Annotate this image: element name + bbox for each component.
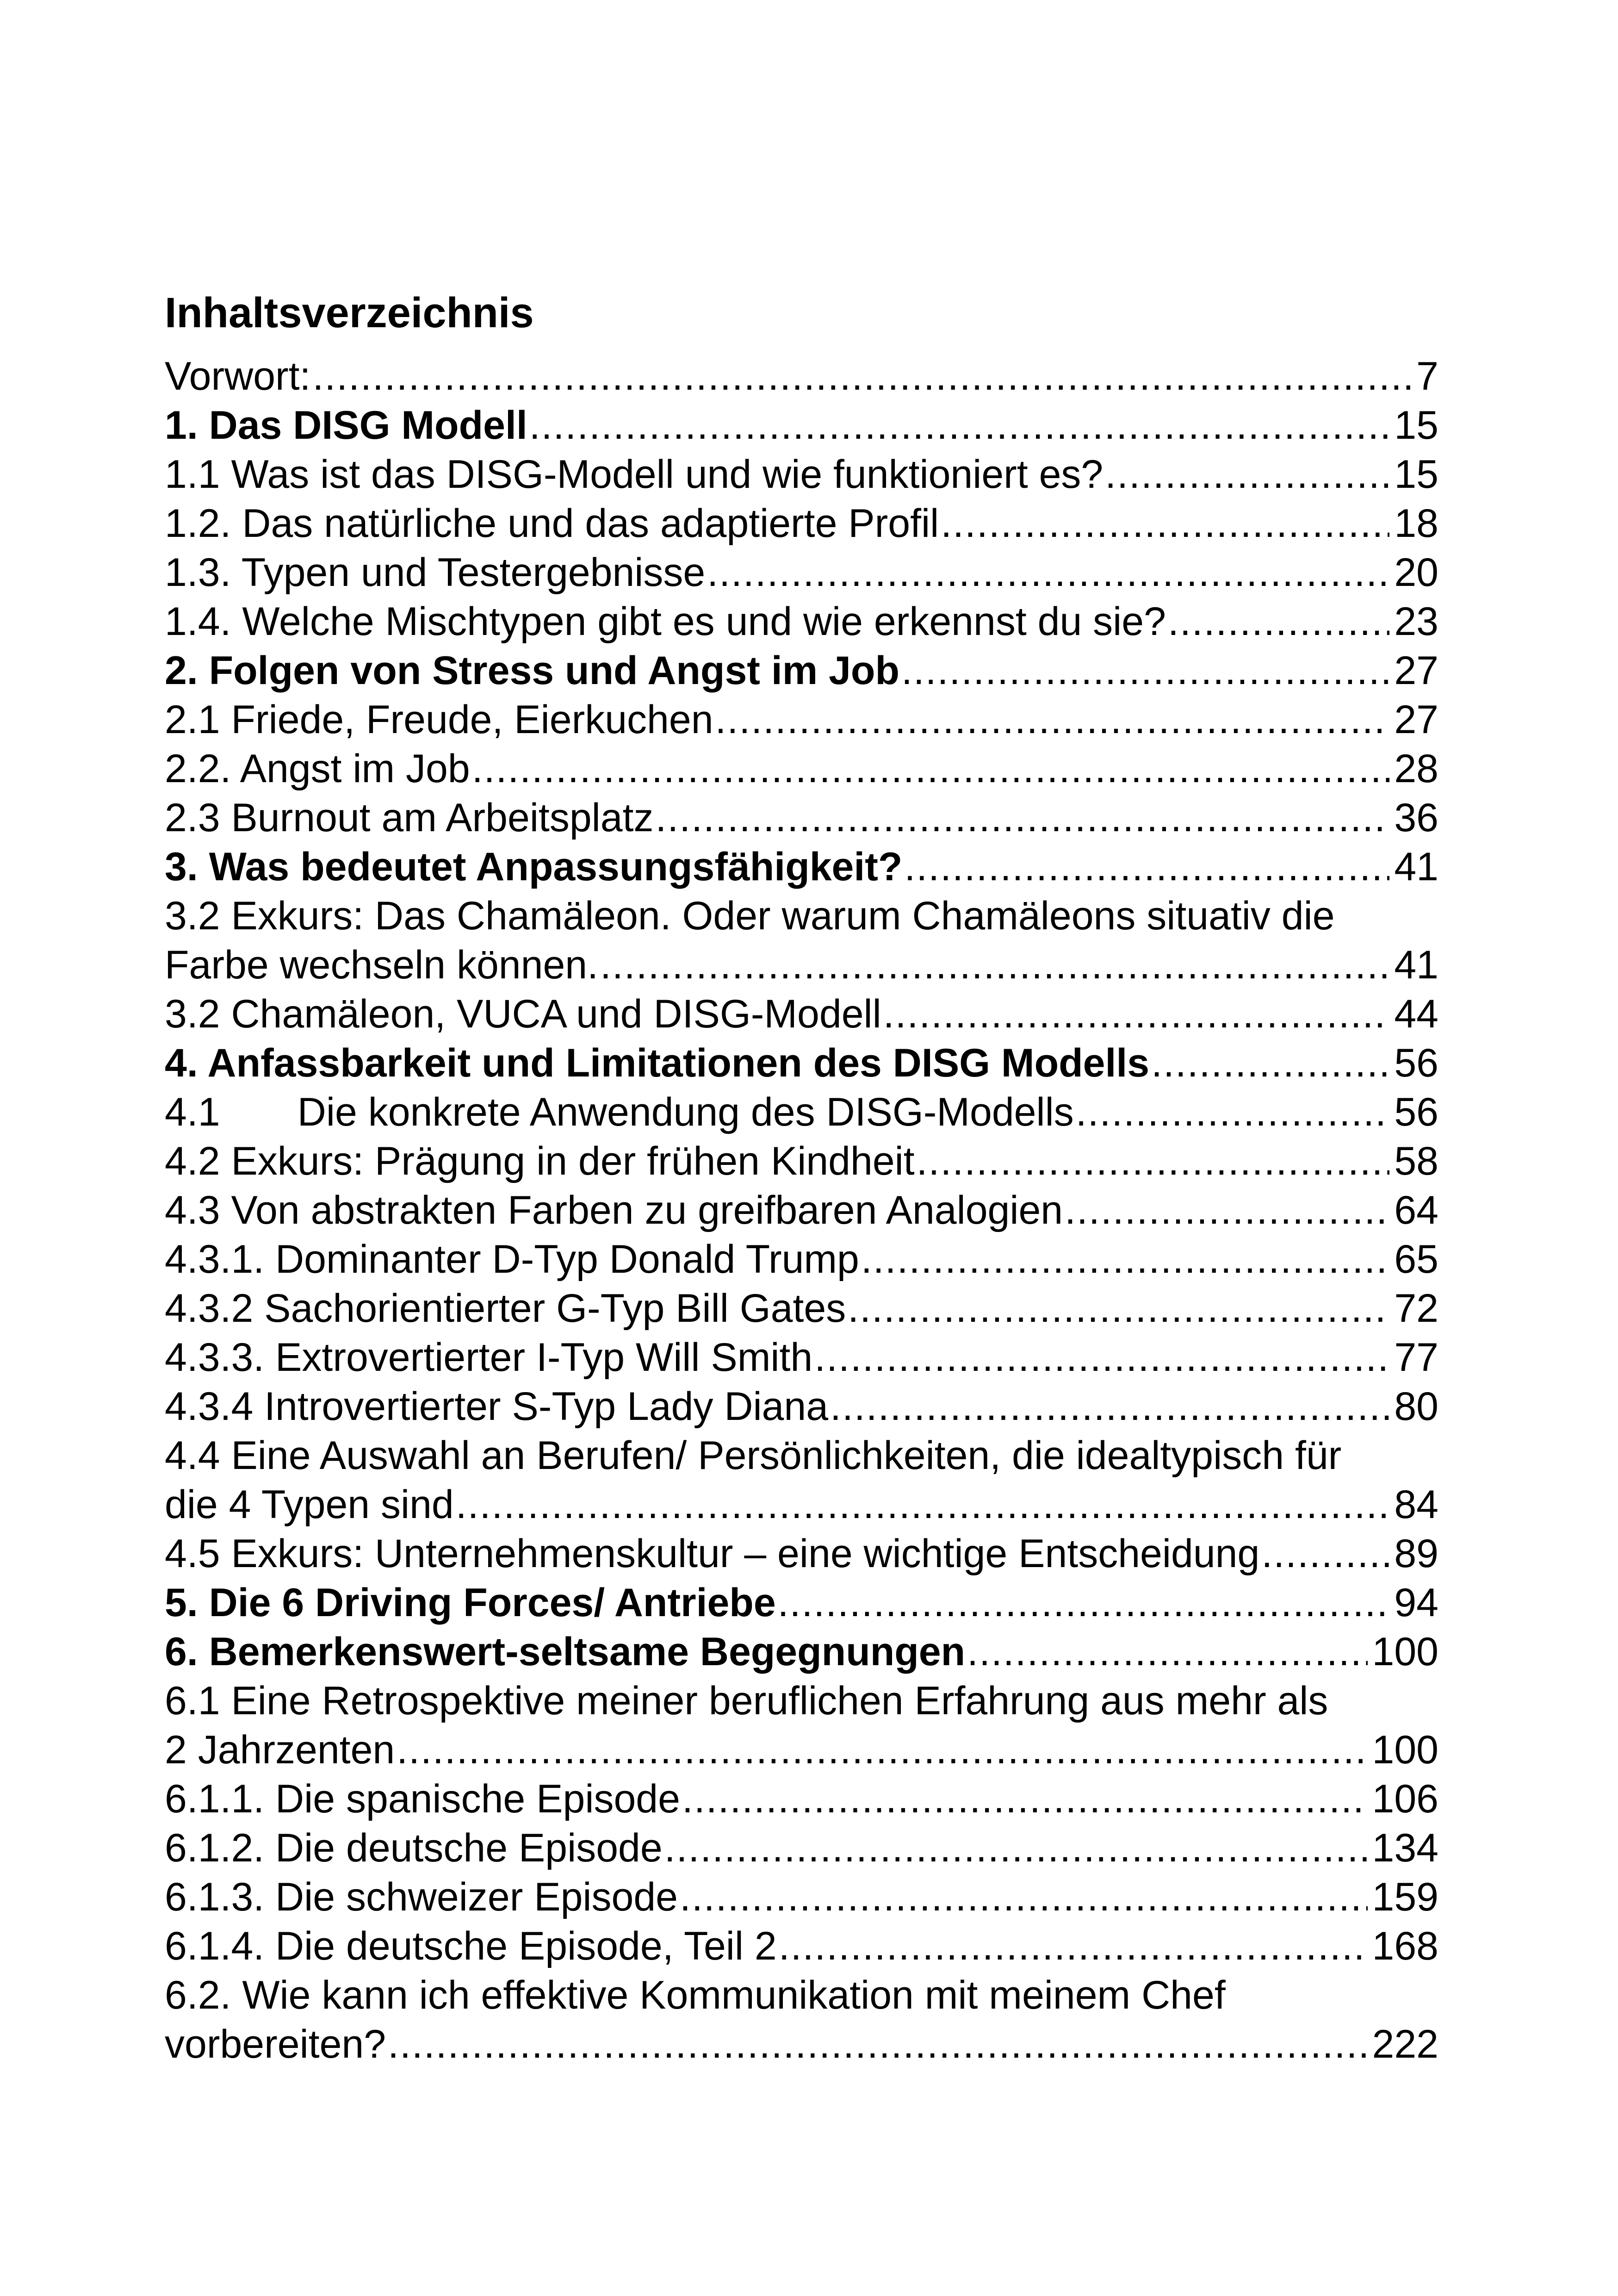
- toc-entry-line: [165, 352, 1438, 401]
- toc-entry-line: [165, 1578, 1438, 1627]
- toc-entry-line: [165, 548, 1438, 597]
- toc-dot-leader: [312, 352, 1412, 401]
- toc-entry-title: 1.1 Was ist das DISG-Modell und wie funktioniert es?: [165, 452, 1103, 497]
- toc-entry-title: 1.4. Welche Mischtypen gibt es und wie erkennst du sie?: [165, 599, 1166, 644]
- toc-page-number: 168: [1372, 1924, 1438, 1968]
- toc-dot-leader: [779, 1922, 1368, 1971]
- toc-entry-line: [165, 597, 1438, 646]
- toc-entry-line: [165, 1039, 1438, 1088]
- toc-entry-title-line1: 6.2. Wie kann ich effektive Kommunikation mit meinem Chef: [165, 1973, 1226, 2017]
- toc-dot-leader: [904, 842, 1389, 891]
- toc-entry: [165, 1382, 1438, 1431]
- toc-entry-title: 4. Anfassbarkeit und Limitationen des DISG Modells: [165, 1041, 1150, 1085]
- toc-page-number: 18: [1394, 501, 1438, 546]
- toc-entry-line: [165, 1333, 1438, 1382]
- toc-entry-line: [165, 1922, 1438, 1971]
- toc-entry-title: 6.1.3. Die schweizer Episode: [165, 1875, 678, 1919]
- toc-entry: [165, 793, 1438, 842]
- toc-dot-leader: [848, 1284, 1389, 1333]
- toc-page-number: 27: [1394, 697, 1438, 742]
- toc-dot-leader: [472, 744, 1390, 793]
- toc-dot-leader: [715, 695, 1390, 744]
- toc-entry-line: [165, 793, 1438, 842]
- toc-page-number: 100: [1372, 1630, 1438, 1674]
- toc-entry-title: 2.3 Burnout am Arbeitsplatz: [165, 796, 654, 840]
- toc-entry-line: [165, 1088, 1438, 1137]
- toc-entry: [165, 499, 1438, 548]
- toc-entry-title: 2 Jahrzenten: [165, 1728, 395, 1772]
- toc-entry-line: [165, 1382, 1438, 1431]
- toc-entry-title: 3.2 Chamäleon, VUCA und DISG-Modell: [165, 992, 881, 1036]
- toc-entry: [165, 1971, 1438, 2069]
- toc-dot-leader: [388, 2020, 1367, 2069]
- toc-entry: [165, 1578, 1438, 1627]
- toc-page-number: 77: [1394, 1335, 1438, 1380]
- toc-entry-title: vorbereiten?: [165, 2022, 386, 2066]
- toc-page-number: 58: [1394, 1139, 1438, 1183]
- toc-entry-title: 6.1.2. Die deutsche Episode: [165, 1826, 663, 1870]
- toc-dot-leader: [967, 1627, 1367, 1676]
- document-page: [165, 287, 1438, 2069]
- toc-page-number: 20: [1394, 550, 1438, 595]
- toc-dot-leader: [1105, 450, 1389, 499]
- toc-entry-title: 1. Das DISG Modell: [165, 403, 527, 448]
- toc-page-number: 65: [1394, 1237, 1438, 1282]
- toc-entry-title-line1: 4.4 Eine Auswahl an Berufen/ Persönlichkeiten, die idealtypisch für: [165, 1433, 1342, 1478]
- toc-entry: [165, 401, 1438, 450]
- toc-page-number: 100: [1372, 1728, 1438, 1772]
- toc-entry-title: 1.3. Typen und Testergebnisse: [165, 550, 706, 595]
- toc-entry-line: [165, 2020, 1438, 2069]
- toc-entry: [165, 1873, 1438, 1922]
- toc-page-number: 72: [1394, 1286, 1438, 1331]
- toc-page-number: 84: [1394, 1482, 1438, 1527]
- toc-entry-title-line1: 6.1 Eine Retrospektive meiner beruflichen Erfahrung aus mehr als: [165, 1679, 1328, 1723]
- toc-dot-leader: [941, 499, 1389, 548]
- toc-page-number: 36: [1394, 796, 1438, 840]
- toc-dot-leader: [600, 940, 1389, 989]
- toc-page-number: 15: [1394, 452, 1438, 497]
- toc-dot-leader: [883, 989, 1390, 1039]
- toc-page-number: 28: [1394, 747, 1438, 791]
- toc-entry-title: 2.2. Angst im Job: [165, 747, 470, 791]
- toc-entry-title: 4.3.3. Extrovertierter I-Typ Will Smith: [165, 1335, 813, 1380]
- toc-entry: [165, 1235, 1438, 1284]
- toc-entry-title: 5. Die 6 Driving Forces/ Antriebe: [165, 1580, 776, 1625]
- toc-dot-leader: [917, 1137, 1390, 1186]
- toc-entry-title: 6.1.1. Die spanische Episode: [165, 1777, 680, 1821]
- toc-entry: [165, 1676, 1438, 1774]
- toc-entry-line: [165, 989, 1438, 1039]
- toc-dot-leader: [655, 793, 1389, 842]
- toc-dot-leader: [397, 1725, 1367, 1774]
- toc-entry: [165, 1823, 1438, 1873]
- toc-entry-line: [165, 1774, 1438, 1823]
- toc-entry-title: 4.1 Die konkrete Anwendung des DISG-Modells: [165, 1090, 1074, 1134]
- page-title: Inhaltsverzeichnis: [165, 289, 534, 336]
- toc-entry: [165, 1137, 1438, 1186]
- toc-page-number: 56: [1394, 1090, 1438, 1134]
- toc-page-number: 222: [1372, 2022, 1438, 2066]
- toc-entry-line: [165, 401, 1438, 450]
- toc-page-number: 64: [1394, 1188, 1438, 1232]
- toc-page-number: 7: [1416, 354, 1438, 398]
- toc-entry-line: [165, 842, 1438, 891]
- toc-entry: [165, 450, 1438, 499]
- toc-entry: [165, 548, 1438, 597]
- toc-entry: [165, 842, 1438, 891]
- toc-page-number: 159: [1372, 1875, 1438, 1919]
- toc-entry-title-line1: 3.2 Exkurs: Das Chamäleon. Oder warum Chamäleons situativ die: [165, 894, 1335, 938]
- toc-entry-title: 4.3 Von abstrakten Farben zu greifbaren Analogien: [165, 1188, 1063, 1232]
- toc-entry-line: [165, 1725, 1438, 1774]
- toc-page-number: 41: [1394, 943, 1438, 987]
- toc-dot-leader: [814, 1333, 1389, 1382]
- toc-entry-line: [165, 1480, 1438, 1529]
- toc-entry: [165, 1039, 1438, 1088]
- toc-entry-line: [165, 1627, 1438, 1676]
- toc-entry-title: 2.1 Friede, Freude, Eierkuchen: [165, 697, 713, 742]
- toc-entry-title: 4.3.4 Introvertierter S-Typ Lady Diana: [165, 1384, 829, 1429]
- toc-entry-title: 6.1.4. Die deutsche Episode, Teil 2: [165, 1924, 777, 1968]
- toc-entry: [165, 352, 1438, 401]
- toc-dot-leader: [1261, 1529, 1389, 1578]
- toc-entry: [165, 1333, 1438, 1382]
- toc-page-number: 134: [1372, 1826, 1438, 1870]
- toc-page-number: 44: [1394, 992, 1438, 1036]
- toc-entry-title: 4.2 Exkurs: Prägung in der frühen Kindheit: [165, 1139, 915, 1183]
- toc-page-number: 56: [1394, 1041, 1438, 1085]
- toc-entry-title: 4.3.1. Dominanter D-Typ Donald Trump: [165, 1237, 859, 1282]
- toc-entry: [165, 1627, 1438, 1676]
- toc-dot-leader: [456, 1480, 1390, 1529]
- toc-entry-line: [165, 1284, 1438, 1333]
- toc-entry-title: 4.5 Exkurs: Unternehmenskultur – eine wichtige Entscheidung: [165, 1531, 1260, 1576]
- toc-page-number: 15: [1394, 403, 1438, 448]
- toc-entry: [165, 989, 1438, 1039]
- toc-dot-leader: [778, 1578, 1390, 1627]
- toc-entry-title: Farbe wechseln können.: [165, 943, 599, 987]
- toc-page-number: 106: [1372, 1777, 1438, 1821]
- toc-entry-line: [165, 499, 1438, 548]
- toc-entry: [165, 1774, 1438, 1823]
- toc-entry-line: [165, 1137, 1438, 1186]
- toc-dot-leader: [1151, 1039, 1389, 1088]
- toc-entry-title: 1.2. Das natürliche und das adaptierte Profil: [165, 501, 939, 546]
- toc-entry-title: 6. Bemerkenswert-seltsame Begegnungen: [165, 1630, 966, 1674]
- toc-dot-leader: [1065, 1186, 1389, 1235]
- toc-page-number: 41: [1394, 845, 1438, 889]
- toc-list: [165, 352, 1438, 2069]
- toc-entry: [165, 695, 1438, 744]
- toc-entry: [165, 1186, 1438, 1235]
- toc-dot-leader: [707, 548, 1389, 597]
- toc-entry-line: [165, 1823, 1438, 1873]
- toc-entry-line: [165, 744, 1438, 793]
- toc-entry-title: 3. Was bedeutet Anpassungsfähigkeit?: [165, 845, 903, 889]
- toc-entry: [165, 1088, 1438, 1137]
- toc-entry-line: [165, 1529, 1438, 1578]
- toc-entry: [165, 1529, 1438, 1578]
- toc-dot-leader: [861, 1235, 1389, 1284]
- toc-dot-leader: [1168, 597, 1389, 646]
- toc-entry: [165, 646, 1438, 695]
- toc-entry-line: [165, 646, 1438, 695]
- toc-entry-line: [165, 695, 1438, 744]
- toc-page-number: 23: [1394, 599, 1438, 644]
- toc-dot-leader: [680, 1873, 1367, 1922]
- toc-entry-line: [165, 1235, 1438, 1284]
- toc-entry-line: [165, 1873, 1438, 1922]
- toc-page-number: 94: [1394, 1580, 1438, 1625]
- toc-dot-leader: [682, 1774, 1368, 1823]
- toc-entry: [165, 597, 1438, 646]
- toc-entry: [165, 1922, 1438, 1971]
- toc-entry-title: 4.3.2 Sachorientierter G-Typ Bill Gates: [165, 1286, 846, 1331]
- toc-entry-title: die 4 Typen sind: [165, 1482, 454, 1527]
- toc-page-number: 80: [1394, 1384, 1438, 1429]
- toc-entry-line: [165, 1186, 1438, 1235]
- toc-entry: [165, 744, 1438, 793]
- toc-entry: [165, 1284, 1438, 1333]
- toc-entry-title: Vorwort:: [165, 354, 311, 398]
- toc-dot-leader: [664, 1823, 1368, 1873]
- toc-page-number: 27: [1394, 648, 1438, 693]
- toc-entry: [165, 1431, 1438, 1529]
- toc-entry-line: [165, 940, 1438, 989]
- toc-dot-leader: [1076, 1088, 1390, 1137]
- toc-dot-leader: [830, 1382, 1389, 1431]
- toc-entry-line: [165, 450, 1438, 499]
- toc-entry-title: 2. Folgen von Stress und Angst im Job: [165, 648, 899, 693]
- toc-page-number: 89: [1394, 1531, 1438, 1576]
- toc-dot-leader: [529, 401, 1390, 450]
- toc-dot-leader: [901, 646, 1389, 695]
- toc-entry: [165, 891, 1438, 989]
